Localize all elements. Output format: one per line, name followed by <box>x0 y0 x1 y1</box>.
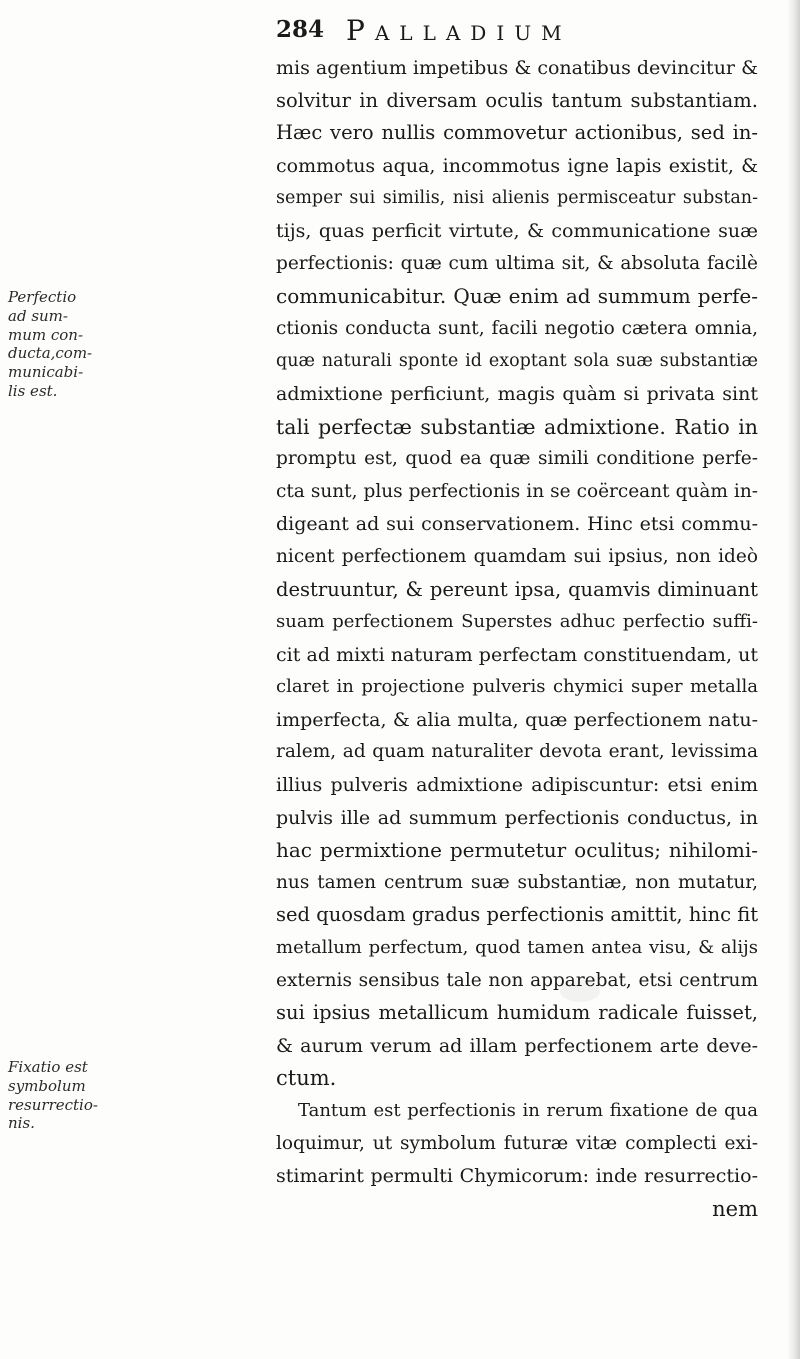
page-number: 284 <box>276 16 325 43</box>
body-text <box>276 52 758 1225</box>
text-line: quæ naturali sponte id exoptant sola suæ substantiæ <box>276 351 758 372</box>
text-line: & aurum verum ad illam perfectionem arte deve- <box>276 1034 758 1057</box>
marginal-note-line: resurrectio- <box>8 1095 98 1114</box>
text-line: illius pulveris admixtione adipiscuntur: etsi enim <box>276 774 758 797</box>
text-line: pulvis ille ad summum perfectionis conductus, in <box>276 806 758 829</box>
text-line: tali perfectæ substantiæ admixtione. Ratio in <box>276 414 758 439</box>
text-line: imperfecta, & alia multa, quæ perfectionem natu- <box>276 708 758 731</box>
text-line: tijs, quas perficit virtute, & communicatione suæ <box>276 219 758 242</box>
text-line: ctum. <box>276 1066 337 1091</box>
marginal-note-line: nis. <box>8 1114 35 1133</box>
text-line: perfectionis: quæ cum ultima sit, & absoluta facilè <box>276 252 758 274</box>
text-line: claret in projectione pulveris chymici super metalla <box>276 676 758 698</box>
text-line: nicent perfectionem quamdam sui ipsius, non ideò <box>276 545 758 567</box>
text-line: stimarint permulti Chymicorum: inde resurrectio- <box>276 1165 758 1188</box>
text-line: cit ad mixti naturam perfectam constituendam, ut <box>276 643 758 666</box>
text-line: metallum perfectum, quod tamen antea visu, & alijs <box>276 937 758 959</box>
running-title: Palladium <box>346 14 572 47</box>
text-line: semper sui similis, nisi alienis permisceatur substan- <box>276 188 758 209</box>
text-line: externis sensibus tale non apparebat, etsi centrum <box>276 969 758 991</box>
marginal-note-line: mum con- <box>8 325 84 344</box>
text-line: digeant ad sui conservationem. Hinc etsi commu- <box>276 513 758 536</box>
text-line: cta sunt, plus perfectionis in se coërceant quàm in- <box>276 480 758 502</box>
text-line: loquimur, ut symbolum futuræ vitæ complecti exi- <box>276 1132 758 1154</box>
text-line: suam perfectionem Superstes adhuc perfectio suffi- <box>276 611 758 633</box>
text-line: ralem, ad quam naturaliter devota erant, levissima <box>276 741 758 763</box>
text-line: sui ipsius metallicum humidum radicale fuisset, <box>276 1001 758 1025</box>
text-line: sed quosdam gradus perfectionis amittit, hinc fit <box>276 903 758 927</box>
text-line: Tantum est perfectionis in rerum fixatione de qua <box>298 1100 758 1121</box>
page-header <box>276 14 746 50</box>
text-line: admixtione perficiunt, magis quàm si privata sint <box>276 382 758 405</box>
marginal-note-line: ad sum- <box>8 306 68 325</box>
marginal-note-line: lis est. <box>8 381 58 400</box>
catchword: nem <box>712 1196 758 1221</box>
text-line: commotus aqua, incommotus igne lapis existit, & <box>276 154 758 177</box>
marginal-note-line: municabi- <box>8 363 84 382</box>
text-line: mis agentium impetibus & conatibus devincitur & <box>276 57 758 79</box>
marginal-note-perfectio <box>8 288 104 401</box>
text-line: solvitur in diversam oculis tantum substantiam. <box>276 88 758 112</box>
text-line: ctionis conducta sunt, facili negotio cætera omnia, <box>276 317 758 339</box>
text-line: hac permixtione permutetur oculitus; nihilomi- <box>276 838 758 863</box>
text-line: promptu est, quod ea quæ simili conditione perfe- <box>276 448 758 470</box>
marginal-note-line: Fixatio est <box>8 1058 88 1076</box>
text-line: nus tamen centrum suæ substantiæ, non mutatur, <box>276 871 758 893</box>
marginal-note-line: Perfectio <box>8 288 77 306</box>
marginal-note-line: ducta,com- <box>8 344 93 363</box>
marginal-note-fixatio <box>8 1058 104 1133</box>
text-line: Hæc vero nullis commovetur actionibus, sed in- <box>276 121 758 145</box>
text-line: communicabitur. Quæ enim ad summum perfe- <box>276 284 758 309</box>
page-edge-shadow <box>786 0 800 1359</box>
marginal-note-line: symbolum <box>8 1076 86 1095</box>
text-line: destruuntur, & pereunt ipsa, quamvis diminuant <box>276 577 758 601</box>
